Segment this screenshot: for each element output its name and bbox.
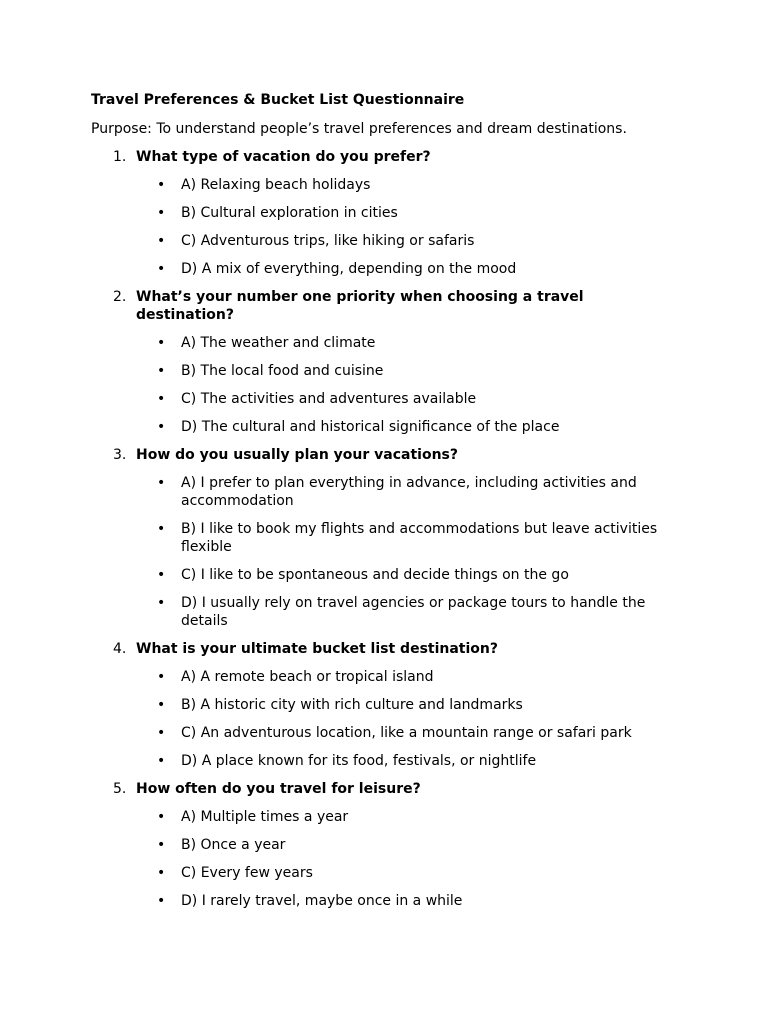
bullet-icon: • bbox=[157, 419, 166, 435]
option-item bbox=[91, 566, 671, 584]
option-item bbox=[91, 808, 671, 826]
option-text: C) I like to be spontaneous and decide things on the go bbox=[181, 567, 569, 583]
bullet-icon: • bbox=[157, 697, 166, 713]
question-number: 4. bbox=[113, 641, 127, 657]
option-text: D) A mix of everything, depending on the mood bbox=[181, 261, 517, 277]
option-item bbox=[91, 334, 671, 352]
bullet-icon: • bbox=[157, 521, 166, 537]
option-text: B) Cultural exploration in cities bbox=[181, 205, 398, 221]
option-text: B) Once a year bbox=[181, 837, 286, 853]
option-text: B) I like to book my flights and accommodations but leave activities flexible bbox=[181, 521, 658, 555]
question-text: What type of vacation do you prefer? bbox=[136, 149, 431, 165]
option-item bbox=[91, 864, 671, 882]
option-text: D) I usually rely on travel agencies or package tours to handle the details bbox=[181, 595, 646, 629]
option-item bbox=[91, 696, 671, 714]
question-item bbox=[91, 148, 671, 278]
bullet-icon: • bbox=[157, 363, 166, 379]
bullet-icon: • bbox=[157, 893, 166, 909]
option-item bbox=[91, 836, 671, 854]
document-title: Travel Preferences & Bucket List Questionnaire bbox=[91, 92, 465, 108]
option-list bbox=[91, 808, 671, 910]
option-item bbox=[91, 260, 671, 278]
option-text: A) A remote beach or tropical island bbox=[181, 669, 434, 685]
option-text: C) An adventurous location, like a mountain range or safari park bbox=[181, 725, 632, 741]
option-item bbox=[91, 390, 671, 408]
bullet-icon: • bbox=[157, 595, 166, 611]
question-text: How often do you travel for leisure? bbox=[136, 781, 421, 797]
question-text: What’s your number one priority when choosing a travel destination? bbox=[136, 289, 584, 323]
option-item bbox=[91, 418, 671, 436]
bullet-icon: • bbox=[157, 567, 166, 583]
option-item bbox=[91, 362, 671, 380]
question-item bbox=[91, 288, 671, 436]
option-text: C) Adventurous trips, like hiking or safaris bbox=[181, 233, 475, 249]
bullet-icon: • bbox=[157, 177, 166, 193]
option-text: A) The weather and climate bbox=[181, 335, 376, 351]
bullet-icon: • bbox=[157, 837, 166, 853]
option-text: D) A place known for its food, festivals, or nightlife bbox=[181, 753, 537, 769]
bullet-icon: • bbox=[157, 233, 166, 249]
option-item bbox=[91, 752, 671, 770]
option-list bbox=[91, 176, 671, 278]
bullet-icon: • bbox=[157, 669, 166, 685]
option-item bbox=[91, 204, 671, 222]
bullet-icon: • bbox=[157, 391, 166, 407]
question-item bbox=[91, 640, 671, 770]
bullet-icon: • bbox=[157, 475, 166, 491]
bullet-icon: • bbox=[157, 809, 166, 825]
bullet-icon: • bbox=[157, 725, 166, 741]
option-item bbox=[91, 232, 671, 250]
bullet-icon: • bbox=[157, 261, 166, 277]
bullet-icon: • bbox=[157, 335, 166, 351]
option-text: C) Every few years bbox=[181, 865, 313, 881]
option-item bbox=[91, 724, 671, 742]
question-number: 5. bbox=[113, 781, 127, 797]
option-list bbox=[91, 474, 671, 630]
question-text: What is your ultimate bucket list destination? bbox=[136, 641, 499, 657]
question-item bbox=[91, 446, 671, 630]
question-item bbox=[91, 780, 671, 910]
question-text: How do you usually plan your vacations? bbox=[136, 447, 458, 463]
option-list bbox=[91, 668, 671, 770]
option-text: D) The cultural and historical significance of the place bbox=[181, 419, 560, 435]
option-item bbox=[91, 594, 671, 630]
bullet-icon: • bbox=[157, 753, 166, 769]
bullet-icon: • bbox=[157, 205, 166, 221]
option-text: B) A historic city with rich culture and landmarks bbox=[181, 697, 523, 713]
option-item bbox=[91, 474, 671, 510]
option-item bbox=[91, 892, 671, 910]
option-item bbox=[91, 668, 671, 686]
question-number: 3. bbox=[113, 447, 127, 463]
option-item bbox=[91, 176, 671, 194]
option-text: B) The local food and cuisine bbox=[181, 363, 384, 379]
option-text: A) Multiple times a year bbox=[181, 809, 349, 825]
option-text: A) I prefer to plan everything in advance, including activities and accommodation bbox=[181, 475, 637, 509]
option-text: C) The activities and adventures available bbox=[181, 391, 477, 407]
question-number: 2. bbox=[113, 289, 127, 305]
question-list bbox=[91, 148, 671, 910]
option-text: D) I rarely travel, maybe once in a while bbox=[181, 893, 463, 909]
option-list bbox=[91, 334, 671, 436]
question-number: 1. bbox=[113, 149, 127, 165]
document-page bbox=[91, 91, 671, 920]
purpose-text: Purpose: To understand people’s travel preferences and dream destinations. bbox=[91, 121, 627, 137]
option-text: A) Relaxing beach holidays bbox=[181, 177, 371, 193]
option-item bbox=[91, 520, 671, 556]
bullet-icon: • bbox=[157, 865, 166, 881]
